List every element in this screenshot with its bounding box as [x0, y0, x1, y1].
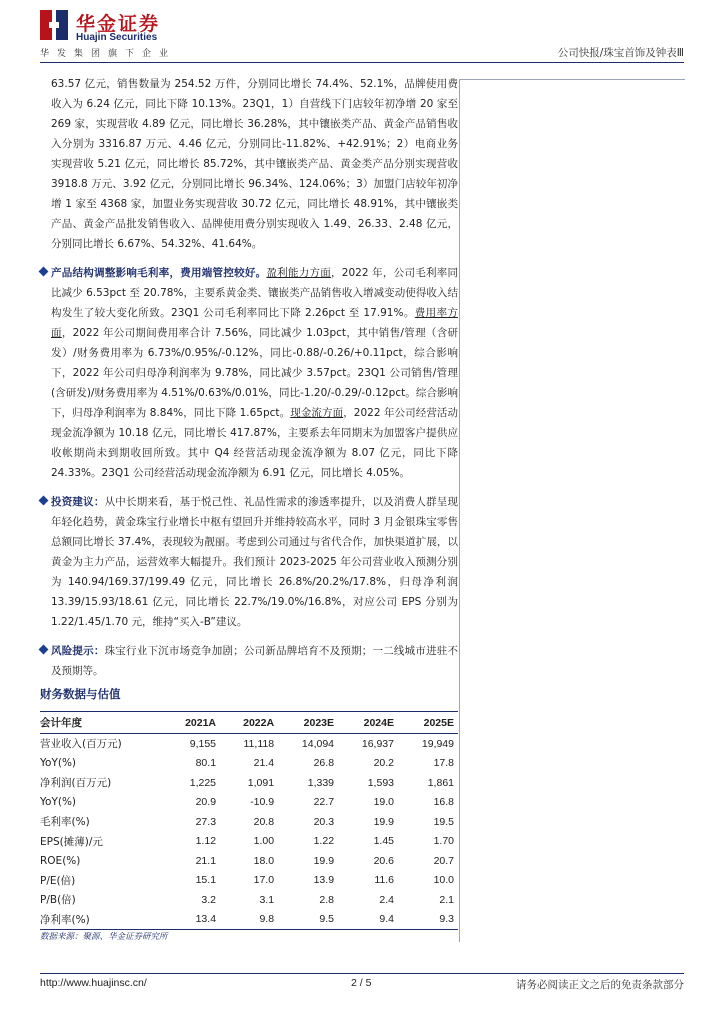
- table-cell: 1,339: [307, 776, 335, 789]
- table-row: [40, 890, 458, 910]
- row-label: P/E(倍): [40, 874, 76, 887]
- table-cell: 9.3: [398, 910, 458, 930]
- footer-divider: [40, 973, 684, 974]
- table-cell: 1,861: [427, 776, 454, 789]
- table-cell: 19.9: [373, 815, 394, 828]
- row-label: EPS(摊薄)/元: [40, 835, 103, 848]
- table-cell: 80.1: [195, 757, 217, 770]
- row-label: 净利率(%): [40, 910, 162, 930]
- table-cell: 1,593: [367, 776, 394, 789]
- row-label: 毛利率(%): [40, 816, 90, 829]
- bullet-investment-advice: [40, 492, 458, 632]
- table-cell: 3.2: [201, 893, 217, 906]
- diamond-bullet-icon: [39, 645, 49, 655]
- bullet-heading: 风险提示：: [51, 645, 105, 657]
- table-cell: 15.1: [195, 874, 217, 887]
- table-row: [40, 871, 458, 891]
- bullet-text: ，2022 年公司经营活动现金流净额为 10.18 亿元，同比增长 417.87%，主要系去年同期末为加盟客户提供应收帐期尚未到期收回所致。其中 Q4 经营活动现金流净额为 8.07 亿元，同比下降 24.33%。23Q1 公司经营活动现金流净额为 6.91 亿元，同比增长 4.05%。: [51, 407, 459, 479]
- table-cell: 22.7: [313, 796, 335, 809]
- table-cell: 1.45: [373, 835, 394, 848]
- table-cell: 21.1: [195, 854, 217, 867]
- table-cell: 27.3: [195, 815, 217, 828]
- table-cell: 20.6: [373, 854, 394, 867]
- bullet-heading: 产品结构调整影响毛利率，费用端管控较好。: [51, 267, 267, 279]
- table-cell: 17.8: [433, 757, 454, 770]
- table-cell: 19,949: [421, 737, 454, 750]
- table-cell: 14,094: [301, 737, 335, 750]
- table-cell: -10.9: [250, 796, 275, 809]
- diamond-bullet-icon: [39, 267, 49, 277]
- table-cell: 1,225: [189, 776, 217, 789]
- table-header-row: [40, 712, 458, 734]
- table-row: [40, 734, 458, 754]
- table-cell: 1.70: [433, 835, 454, 848]
- table-cell: 11,118: [243, 737, 275, 750]
- bullet-text: ，2022 年，公司毛利率同比减少 6.53pct 至 20.78%，主要系黄金类、镶嵌类产品销售收入增减变动使得收入结构发生了较大变化所致。23Q1 公司毛利率同比下降 2.26pct 至 17.91%。: [51, 267, 459, 319]
- bullet-text: 珠宝行业下沉市场竞争加剧；公司新品牌培育不及预期；一二线城市进驻不及预期等。: [51, 645, 459, 677]
- table-cell: 20.2: [373, 757, 394, 770]
- table-cell: 18.0: [253, 854, 275, 867]
- table-row: [40, 910, 458, 930]
- table-cell: 21.4: [253, 757, 275, 770]
- header-divider: [40, 62, 684, 63]
- row-label: YoY(%): [40, 796, 77, 809]
- table-cell: 17.0: [253, 874, 275, 887]
- row-label: 净利润(百万元): [40, 777, 112, 790]
- row-label: ROE(%): [40, 854, 81, 867]
- table-cell: 9.4: [338, 910, 398, 930]
- table-row: [40, 773, 458, 793]
- logo-chinese-name: 华金证券: [76, 13, 161, 35]
- column-header: 2022A: [220, 712, 278, 734]
- logo-english-name: Huajin Securities: [76, 32, 158, 43]
- table-cell: 16.8: [433, 796, 454, 809]
- report-body: [40, 74, 458, 681]
- table-cell: 1.22: [313, 835, 335, 848]
- table-cell: 9,155: [189, 737, 217, 750]
- page-header: [0, 0, 724, 66]
- financial-table-title: 财务数据与估值: [40, 687, 121, 701]
- financial-table: [40, 711, 458, 930]
- table-row: [40, 812, 458, 832]
- table-row: [40, 793, 458, 813]
- table-cell: 13.9: [313, 874, 335, 887]
- table-cell: 19.5: [433, 815, 454, 828]
- table-cell: 20.7: [433, 854, 454, 867]
- table-row: [40, 851, 458, 871]
- table-cell: 19.0: [373, 796, 394, 809]
- table-cell: 20.3: [313, 815, 335, 828]
- table-cell: 2.8: [319, 893, 335, 906]
- column-header: 2021A: [162, 712, 220, 734]
- intro-paragraph: 63.57 亿元，销售数量为 254.52 万件，分别同比增长 74.4%、52.1%，品牌使用费收入为 6.24 亿元，同比下降 10.13%。23Q1，1）自营线下门店较年初净增 20 家至 269 家，实现营收 4.89 亿元，同比增长 36.28%，其中镶嵌类产品、黄金产品销售收入分别为 3316.87 万元、4.46 亿元，分别同比-11.82%、+42.91%；2）电商业务实现营收 5.21 亿元，同比增长 85.72%，其中镶嵌类产品、黄金类产品分别实现营收 3918.8 万元、3.92 亿元，分别同比增长 96.34%、124.06%；3）加盟门店较年初净增 1 家至 4368 家，加盟业务实现营收 30.72 亿元，同比增长 48.91%，其中镶嵌类产品、黄金产品批发销售收入、品牌使用费分别实现收入 1.49、26.33、2.48 亿元，分别同比增长 6.67%、54.32%、41.64%。: [51, 78, 458, 250]
- table-cell: 1.00: [253, 835, 275, 848]
- huajin-logo-icon: [40, 10, 68, 40]
- table-cell: 19.9: [313, 854, 335, 867]
- sidebar-frame: [459, 79, 685, 942]
- row-label: P/B(倍): [40, 894, 76, 907]
- table-row: [40, 754, 458, 774]
- table-cell: 3.1: [259, 893, 275, 906]
- disclaimer-note: 请务必阅读正文之后的免责条款部分: [516, 979, 684, 991]
- page-number: 2 / 5: [351, 977, 372, 989]
- diamond-bullet-icon: [39, 496, 49, 506]
- table-cell: 11.6: [374, 874, 394, 887]
- column-header: 会计年度: [40, 712, 162, 734]
- row-label: 营业收入(百万元): [40, 738, 122, 751]
- table-cell: 1,091: [247, 776, 275, 789]
- column-header: 2023E: [278, 712, 338, 734]
- bullet-margin-analysis: [40, 263, 458, 483]
- data-source-note: 数据来源：聚源、华金证券研究所: [40, 932, 168, 942]
- table-cell: 20.8: [253, 815, 275, 828]
- bullet-text: ，2022 年公司期间费用率合计 7.56%，同比减少 1.03pct，其中销售/管理（含研发）/财务费用率为 6.73%/0.95%/-0.12%，同比-0.88/-0.26/+0.11pct，综合影响下，2022 年公司归母净利润率为 9.78%，同比减少 3.57pct。23Q1 公司销售/管理(含研发)/财务费用率为 4.51%/0.63%/0.01%，同比-1.20/-0.29/-0.12pct。综合影响下，归母净利润率为 8.84%，同比下降 1.65pct。: [51, 327, 459, 419]
- table-cell: 13.4: [162, 910, 220, 930]
- table-cell: 26.8: [313, 757, 335, 770]
- column-header: 2024E: [338, 712, 398, 734]
- table-cell: 9.8: [220, 910, 278, 930]
- column-header: 2025E: [398, 712, 458, 734]
- subsection-label: 现金流方面: [290, 407, 344, 419]
- table-row: [40, 832, 458, 852]
- table-cell: 9.5: [278, 910, 338, 930]
- bullet-text: 从中长期来看，基于悦己性、礼品性需求的渗透率提升，以及消费人群呈现年轻化趋势，黄金珠宝行业增长中枢有望回升并维持较高水平，同时 3 月金银珠宝零售总额同比增长 37.4%，表现较为靓丽。考虑到公司通过与省代合作，加快渠道扩展，以黄金为主力产品，运营效率大幅提升。我们预计 2023-2025 年公司营业收入预测分别为 140.94/169.37/199.49 亿元，同比增长 26.8%/20.2%/17.8%，归母净利润 13.39/15.93/18.61 亿元，同比增长 22.7%/19.0%/16.8%，对应公司 EPS 分别为 1.22/1.45/1.70 元，维持“买入-B”建议。: [51, 496, 459, 628]
- table-cell: 10.0: [433, 874, 454, 887]
- document-type: 公司快报/珠宝首饰及钟表Ⅲ: [557, 47, 684, 59]
- bullet-heading: 投资建议：: [51, 496, 105, 508]
- website-link[interactable]: http://www.huajinsc.cn/: [40, 977, 147, 989]
- table-cell: 2.1: [439, 893, 454, 906]
- subsection-label: 费用率方面: [51, 307, 458, 339]
- bullet-risk-warning: [40, 641, 458, 681]
- table-cell: 1.12: [195, 835, 217, 848]
- table-cell: 2.4: [379, 893, 394, 906]
- table-cell: 20.9: [195, 796, 217, 809]
- header-slogan: 华发集团旗下企业: [40, 49, 177, 59]
- table-cell: 16,937: [361, 737, 394, 750]
- subsection-label: 盈利能力方面: [266, 267, 332, 279]
- row-label: YoY(%): [40, 757, 77, 770]
